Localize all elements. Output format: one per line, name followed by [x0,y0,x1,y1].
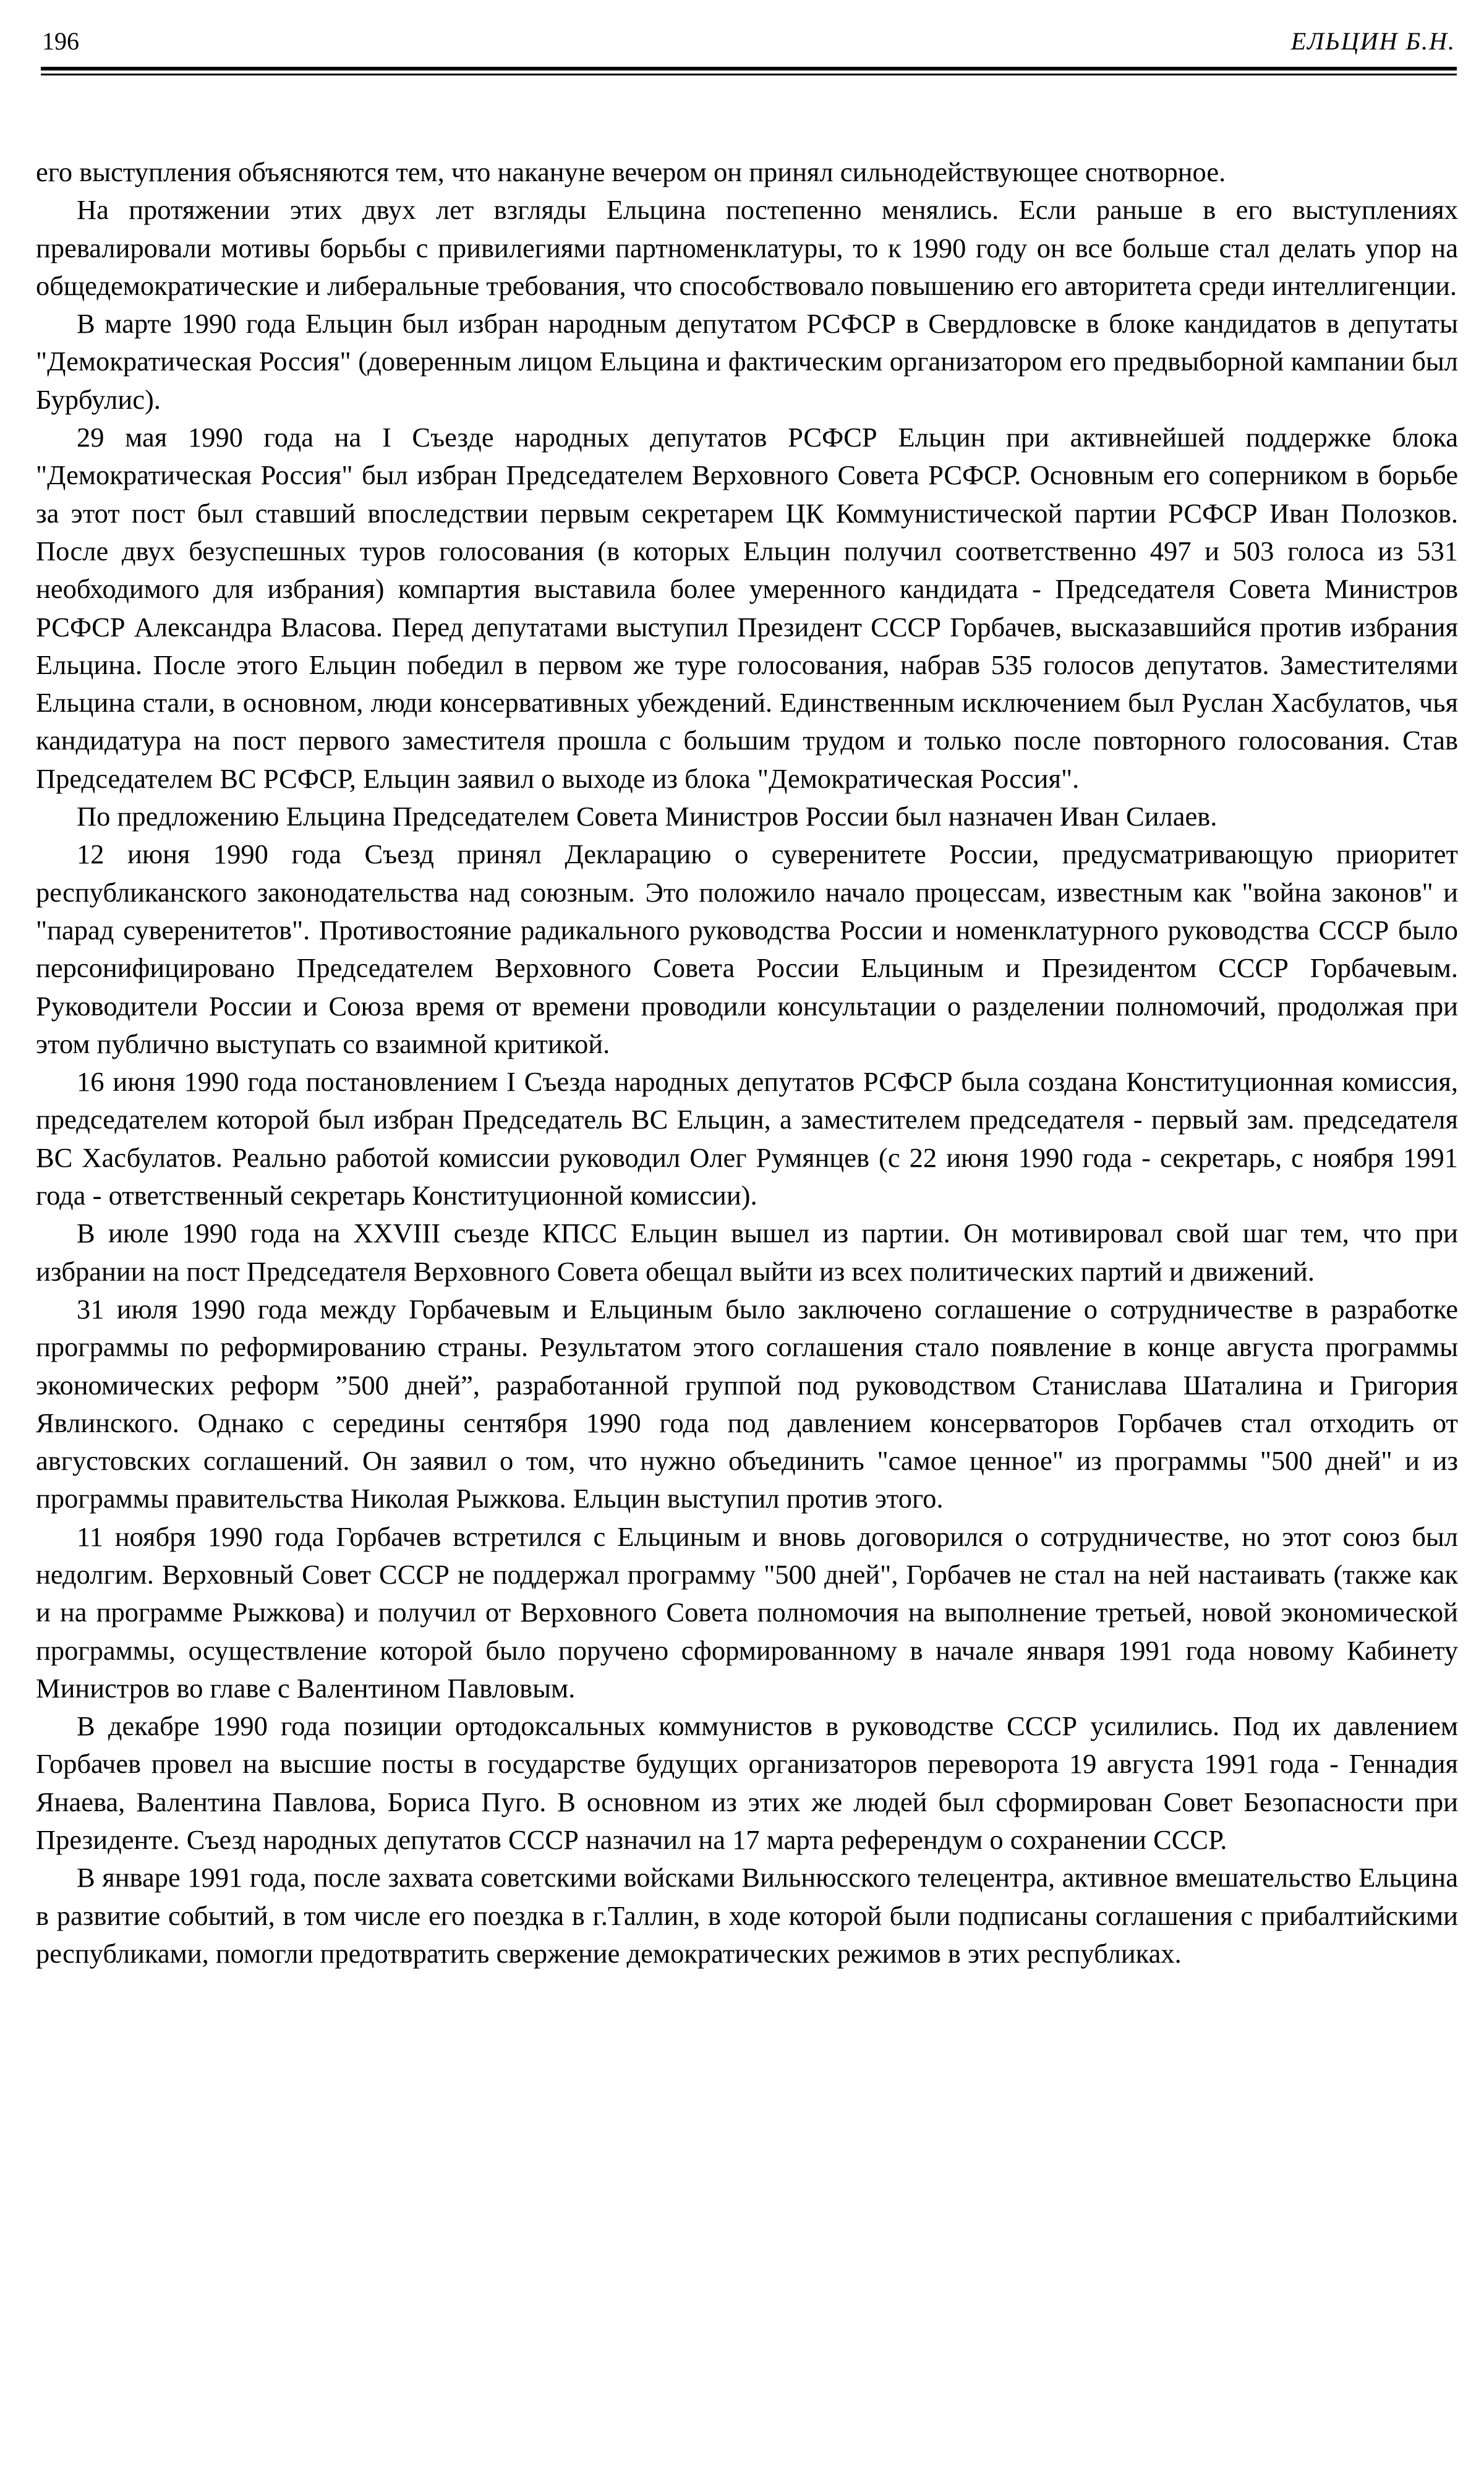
body-text [36,153,1458,1973]
header-rule-thin [41,74,1457,75]
page-number: 196 [42,27,79,55]
paragraph: 16 июня 1990 года постановлением I Съезда народных депутатов РСФСР была создана Конституционная комиссия, председателем которой был избран Председатель ВС Ельцин, а заместителем председателя - первый зам. председателя ВС Хасбулатов. Реально работой комиссии руководил Олег Румянцев (с 22 июня 1990 года - секретарь, с ноября 1991 года - ответственный секретарь Конституционной комиссии). [36,1066,1458,1211]
paragraph: его выступления объясняются тем, что накануне вечером он принял сильнодействующее снотворное. [36,156,1226,187]
page-header [42,23,1456,59]
paragraph: 31 июля 1990 года между Горбачевым и Ельциным было заключено соглашение о сотрудничестве в разработке программы по реформированию страны. Результатом этого соглашения стало появление в конце августа программы экономических реформ ”500 дней”, разработанной группой под руководством Станислава Шаталина и Григория Явлинского. Однако с середины сентября 1990 года под давлением консерваторов Горбачев стал отходить от августовских соглашений. Он заявил о том, что нужно объединить "самое ценное" из программы "500 дней" и из программы правительства Николая Рыжкова. Ельцин выступил против этого. [36,1293,1458,1514]
paragraph: 29 мая 1990 года на I Съезде народных депутатов РСФСР Ельцин при активнейшей поддержке блока "Демократическая Россия" был избран Председателем Верховного Совета РСФСР. Основным его соперником в борьбе за этот пост был ставший впоследствии первым секретарем ЦК Коммунистической партии РСФСР Иван Полозков. После двух безуспешных туров голосования (в которых Ельцин получил соответственно 497 и 503 голоса из 531 необходимого для избрания) компартия выставила более умеренного кандидата - Председателя Совета Министров РСФСР Александра Власова. Перед депутатами выступил Президент СССР Горбачев, высказавшийся против избрания Ельцина. После этого Ельцин победил в первом же туре голосования, набрав 535 голосов депутатов. Заместителями Ельцина стали, в основном, люди консервативных убеждений. Единственным исключением был Руслан Хасбулатов, чья кандидатура на пост первого заместителя прошла с большим трудом и только после повторного голосования. Став Председателем ВС РСФСР, Ельцин заявил о выходе из блока "Демократическая Россия". [36,422,1458,794]
paragraph: В декабре 1990 года позиции ортодоксальных коммунистов в руководстве СССР усилились. Под их давлением Горбачев провел на высшие посты в государстве будущих организаторов переворота 19 августа 1991 года - Геннадия Янаева, Валентина Павлова, Бориса Пуго. В основном из этих же людей был сформирован Совет Безопасности при Президенте. Съезд народных депутатов СССР назначил на 17 марта референдум о сохранении СССР. [36,1710,1458,1856]
paragraph: На протяжении этих двух лет взгляды Ельцина постепенно менялись. Если раньше в его выступлениях превалировали мотивы борьбы с привилегиями партноменклатуры, то к 1990 году он все больше стал делать упор на общедемократические и либеральные требования, что способствовало повышению его авторитета среди интеллигенции. [36,194,1458,301]
paragraph: По предложению Ельцина Председателем Совета Министров России был назначен Иван Силаев. [77,801,1217,832]
paragraph: 12 июня 1990 года Съезд принял Декларацию о суверенитете России, предусматривающую приоритет республиканского законодательства над союзным. Это положило начало процессам, известным как "война законов" и "парад суверенитетов". Противостояние радикального руководства России и номенклатурного руководства СССР было персонифицировано Председателем Верховного Совета России Ельциным и Президентом СССР Горбачевым. Руководители России и Союза время от времени проводили консультации о разделении полномочий, продолжая при этом публично выступать со взаимной критикой. [36,838,1458,1059]
running-title: ЕЛЬЦИН Б.Н. [1290,27,1456,55]
paragraph: В июле 1990 года на XXVIII съезде КПСС Ельцин вышел из партии. Он мотивировал свой шаг тем, что при избрании на пост Председателя Верховного Совета обещал выйти из всех политических партий и движений. [36,1218,1458,1287]
paragraph: В январе 1991 года, после захвата советскими войсками Вильнюсского телецентра, активное вмешательство Ельцина в развитие событий, в том числе его поездка в г.Таллин, в ходе которой были подписаны соглашения с прибалтийскими республиками, помогли предотвратить свержение демократических режимов в этих республиках. [36,1862,1458,1969]
header-rule-thick [41,67,1457,70]
paragraph: 11 ноября 1990 года Горбачев встретился с Ельциным и вновь договорился о сотрудничестве, но этот союз был недолгим. Верховный Совет СССР не поддержал программу "500 дней", Горбачев не стал на ней настаивать (также как и на программе Рыжкова) и получил от Верховного Совета полномочия на выполнение третьей, новой экономической программы, осуществление которой было поручено сформированному в начале января 1991 года новому Кабинету Министров во главе с Валентином Павловым. [36,1521,1458,1704]
paragraph: В марте 1990 года Ельцин был избран народным депутатом РСФСР в Свердловске в блоке кандидатов в депутаты "Демократическая Россия" (доверенным лицом Ельцина и фактическим организатором его предвыборной кампании был Бурбулис). [36,308,1458,415]
